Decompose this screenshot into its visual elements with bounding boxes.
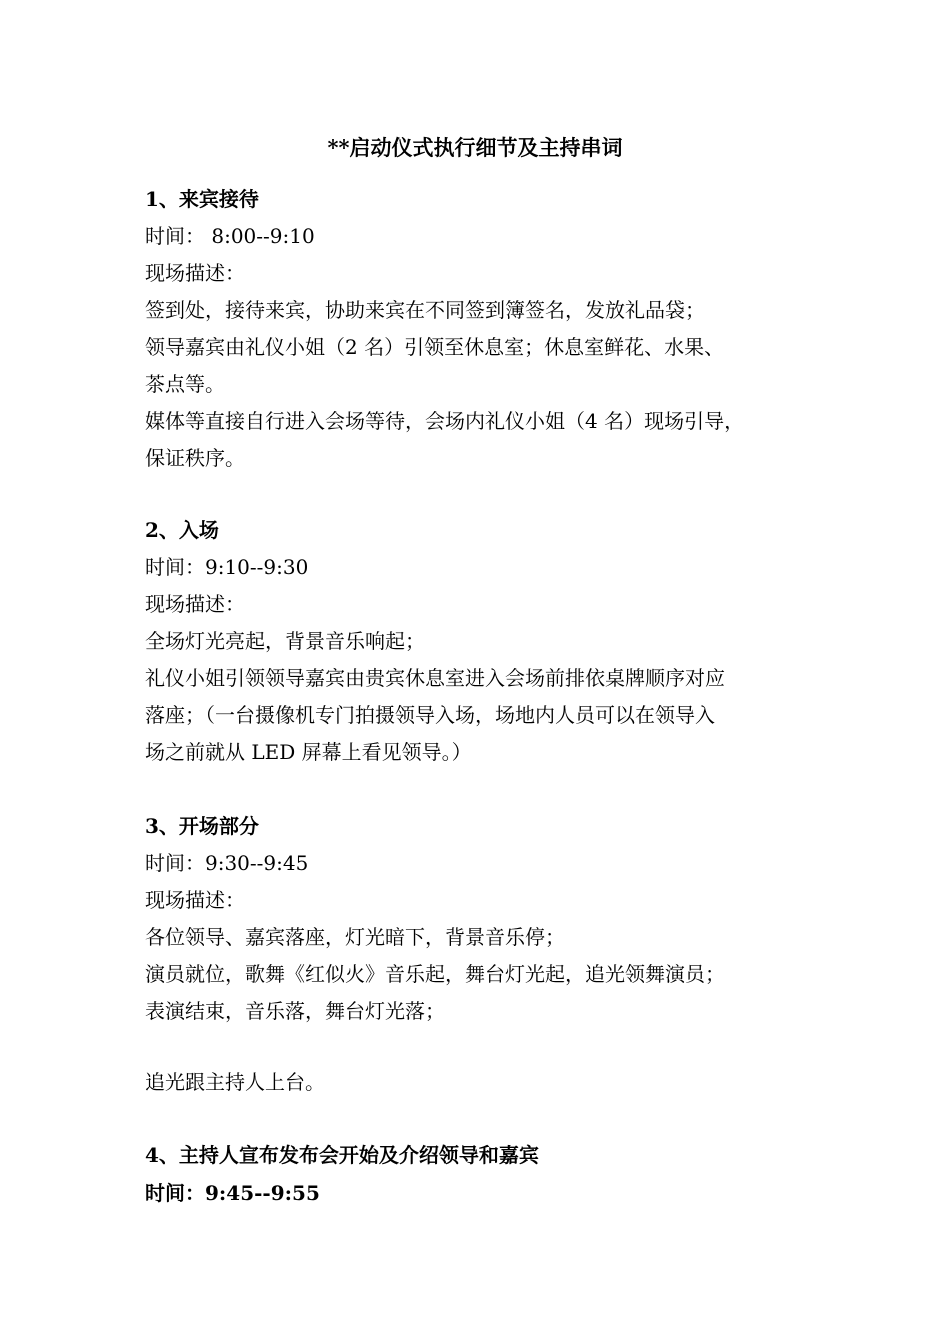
section-2-line: 礼仪小姐引领领导嘉宾由贵宾休息室进入会场前排依桌牌顺序对应 bbox=[145, 666, 725, 690]
section-2-heading: 2、入场 bbox=[145, 518, 219, 542]
section-1-line: 茶点等。 bbox=[145, 372, 225, 396]
section-3-line: 表演结束，音乐落，舞台灯光落； bbox=[145, 999, 445, 1023]
section-1-time: 时间： 8:00--9:10 bbox=[145, 224, 315, 248]
section-1-desc-label: 现场描述： bbox=[145, 261, 245, 285]
document-title: **启动仪式执行细节及主持串词 bbox=[327, 135, 623, 160]
section-3-heading: 3、开场部分 bbox=[145, 814, 259, 838]
section-4-heading: 4、主持人宣布发布会开始及介绍领导和嘉宾 bbox=[145, 1143, 539, 1167]
section-3-line: 演员就位，歌舞《红似火》音乐起，舞台灯光起，追光领舞演员； bbox=[145, 962, 725, 986]
section-4-time: 时间：9:45--9:55 bbox=[145, 1181, 320, 1205]
section-1-line: 保证秩序。 bbox=[145, 446, 245, 470]
section-3-extra-line: 追光跟主持人上台。 bbox=[145, 1070, 325, 1094]
section-3-line: 各位领导、嘉宾落座，灯光暗下，背景音乐停； bbox=[145, 925, 565, 949]
section-1-line: 领导嘉宾由礼仪小姐（2 名）引领至休息室；休息室鲜花、水果、 bbox=[145, 335, 725, 359]
section-3-desc-label: 现场描述： bbox=[145, 888, 245, 912]
section-2-desc-label: 现场描述： bbox=[145, 592, 245, 616]
section-3-time: 时间：9:30--9:45 bbox=[145, 851, 309, 875]
section-2-line: 场之前就从 LED 屏幕上看见领导。） bbox=[145, 740, 472, 764]
section-2-line: 落座；（一台摄像机专门拍摄领导入场，场地内人员可以在领导入 bbox=[145, 703, 715, 727]
section-2-line: 全场灯光亮起，背景音乐响起； bbox=[145, 629, 425, 653]
section-1-heading: 1、来宾接待 bbox=[145, 187, 259, 211]
section-1-line: 媒体等直接自行进入会场等待，会场内礼仪小姐（4 名）现场引导， bbox=[145, 409, 745, 433]
section-1-line: 签到处，接待来宾，协助来宾在不同签到簿签名，发放礼品袋； bbox=[145, 298, 705, 322]
section-2-time: 时间：9:10--9:30 bbox=[145, 555, 309, 579]
